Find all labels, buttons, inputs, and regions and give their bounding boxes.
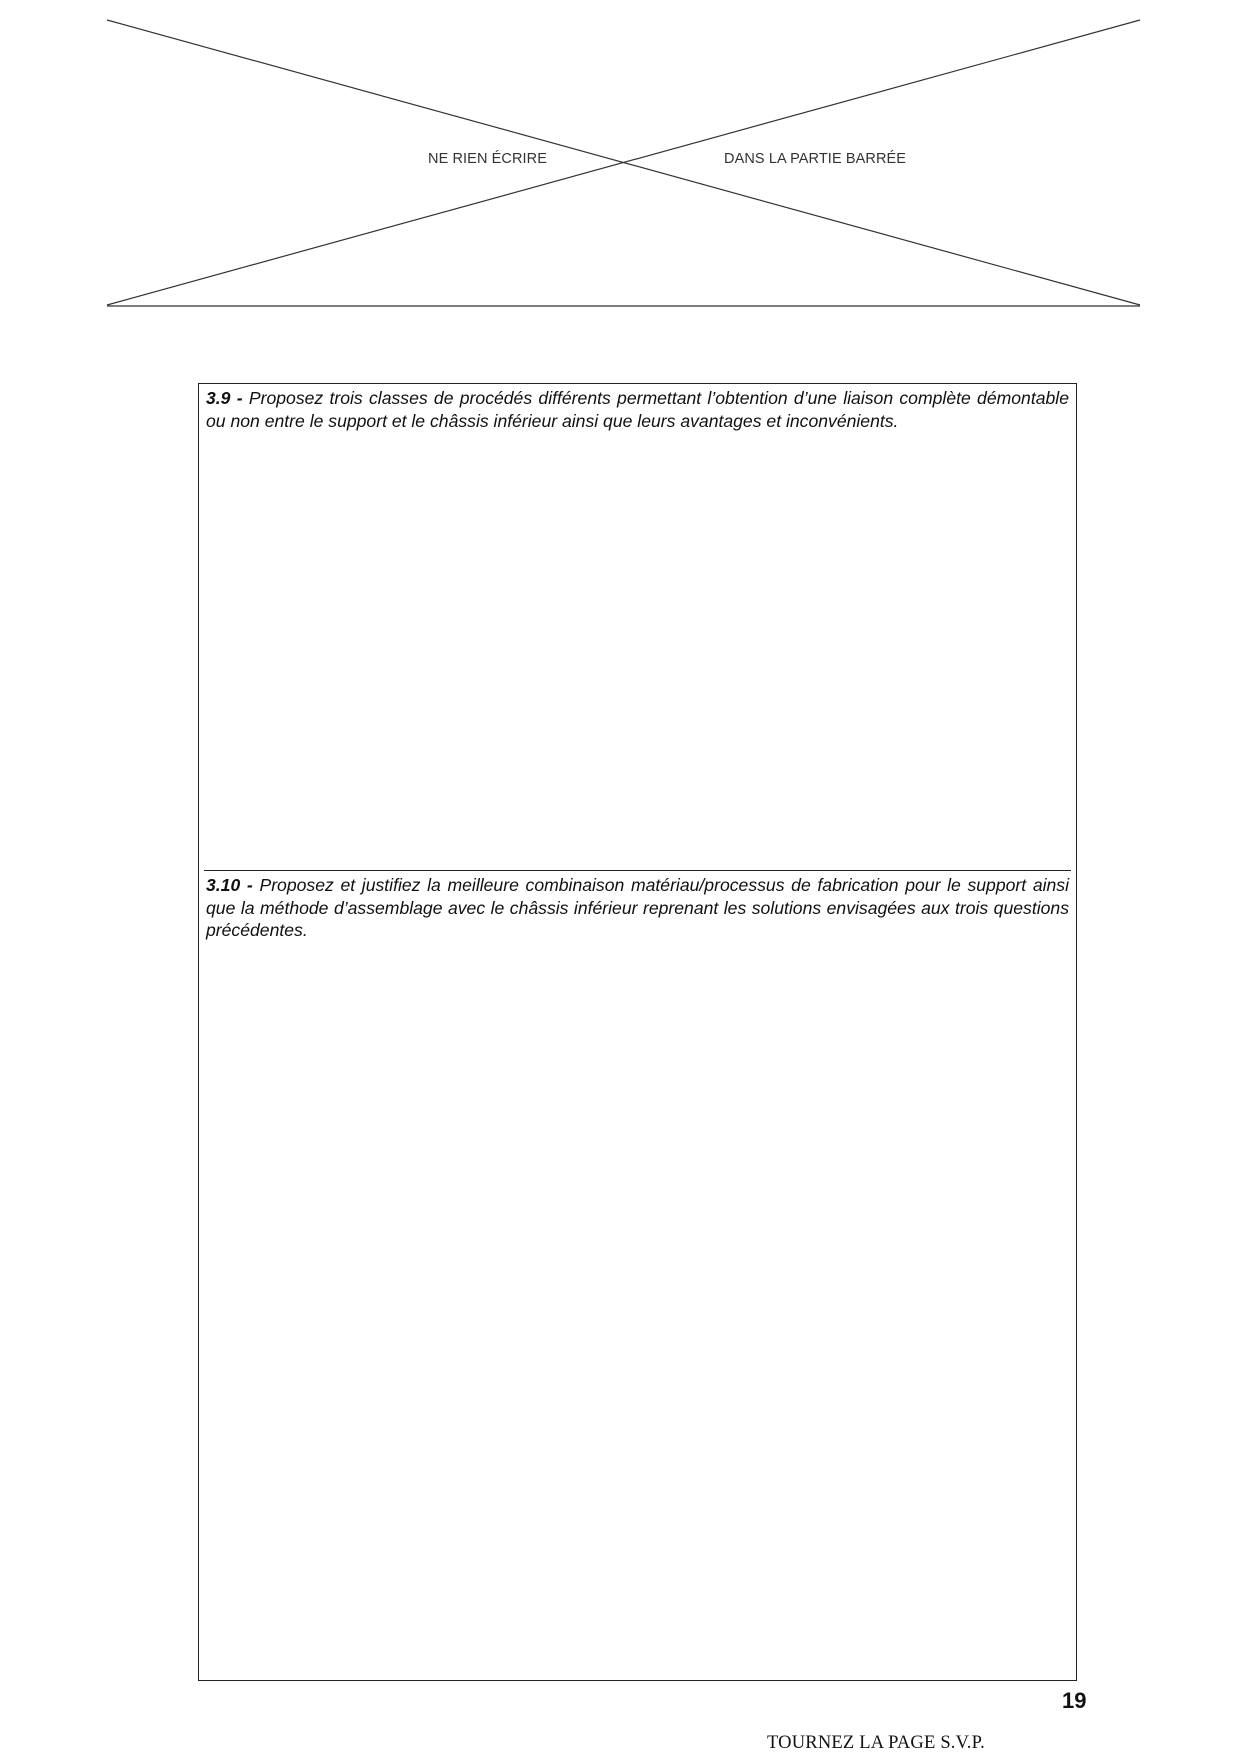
crossed-out-area: [0, 0, 1240, 320]
answer-frame: [198, 383, 1077, 1681]
question-number: 3.10 -: [206, 875, 253, 895]
question-divider: [204, 870, 1071, 871]
turn-page-instruction: TOURNEZ LA PAGE S.V.P.: [767, 1733, 985, 1753]
strike-label-left: NE RIEN ÉCRIRE: [428, 151, 548, 167]
page-number: 19: [1062, 1688, 1087, 1713]
strike-cross-lines: [0, 0, 1240, 320]
question-text: Proposez et justifiez la meilleure combinaison matériau/processus de fabrication pour le support ainsi que la méthode d’assemblage avec le châssis inférieur reprenant les solutions envisagées aux trois questions précédentes.: [206, 875, 1070, 940]
question-number: 3.9 -: [206, 388, 243, 408]
question-3-10: [206, 874, 1069, 942]
question-3-9: [206, 387, 1069, 432]
strike-label-right: DANS LA PARTIE BARRÉE: [724, 151, 907, 167]
question-text: Proposez trois classes de procédés différents permettant l’obtention d’une liaison complète démontable ou non entre le support et le châssis inférieur ainsi que leurs avantages et inconvénients.: [206, 388, 1069, 431]
